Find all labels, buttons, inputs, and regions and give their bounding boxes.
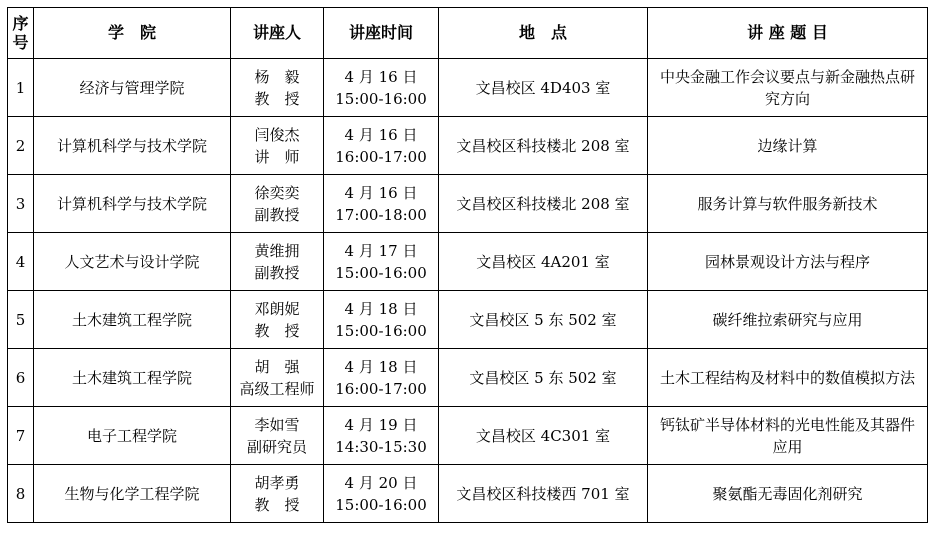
speaker-name: 徐奕奕 bbox=[254, 183, 300, 202]
row-location: 文昌校区科技楼北 208 室 bbox=[439, 175, 648, 233]
table-row bbox=[8, 117, 928, 175]
lecture-hours: 16:00-17:00 bbox=[335, 379, 427, 398]
lecture-schedule-table bbox=[7, 7, 928, 523]
table-row bbox=[8, 233, 928, 291]
row-topic: 聚氨酯无毒固化剂研究 bbox=[648, 465, 928, 523]
row-location: 文昌校区 4D403 室 bbox=[439, 59, 648, 117]
lecture-date: 4 月 19 日 bbox=[344, 415, 418, 434]
row-topic: 服务计算与软件服务新技术 bbox=[648, 175, 928, 233]
row-seq: 4 bbox=[8, 233, 34, 291]
speaker-title: 副教授 bbox=[254, 205, 300, 224]
speaker-name: 胡孝勇 bbox=[254, 473, 300, 492]
lecture-hours: 17:00-18:00 bbox=[335, 205, 427, 224]
lecture-hours: 16:00-17:00 bbox=[335, 147, 427, 166]
row-seq: 7 bbox=[8, 407, 34, 465]
row-seq: 6 bbox=[8, 349, 34, 407]
speaker-name: 邓朗妮 bbox=[254, 299, 300, 318]
lecture-date: 4 月 18 日 bbox=[344, 299, 418, 318]
row-college: 土木建筑工程学院 bbox=[34, 291, 231, 349]
speaker-title: 教 授 bbox=[254, 321, 300, 340]
header-row bbox=[8, 8, 928, 59]
row-topic: 碳纤维拉索研究与应用 bbox=[648, 291, 928, 349]
row-speaker bbox=[231, 465, 324, 523]
row-location: 文昌校区 5 东 502 室 bbox=[439, 291, 648, 349]
row-topic: 边缘计算 bbox=[648, 117, 928, 175]
row-time bbox=[324, 59, 439, 117]
lecture-date: 4 月 18 日 bbox=[344, 357, 418, 376]
row-seq: 5 bbox=[8, 291, 34, 349]
row-speaker bbox=[231, 349, 324, 407]
table-row bbox=[8, 465, 928, 523]
row-college: 计算机科学与技术学院 bbox=[34, 175, 231, 233]
row-time bbox=[324, 349, 439, 407]
row-location: 文昌校区 4A201 室 bbox=[439, 233, 648, 291]
row-seq: 2 bbox=[8, 117, 34, 175]
row-speaker bbox=[231, 59, 324, 117]
lecture-hours: 15:00-16:00 bbox=[335, 321, 427, 340]
speaker-title: 副教授 bbox=[254, 263, 300, 282]
table-row bbox=[8, 175, 928, 233]
row-speaker bbox=[231, 175, 324, 233]
row-seq: 1 bbox=[8, 59, 34, 117]
row-college: 生物与化学工程学院 bbox=[34, 465, 231, 523]
table-row bbox=[8, 291, 928, 349]
row-time bbox=[324, 407, 439, 465]
row-location: 文昌校区 4C301 室 bbox=[439, 407, 648, 465]
row-location: 文昌校区 5 东 502 室 bbox=[439, 349, 648, 407]
row-topic: 土木工程结构及材料中的数值模拟方法 bbox=[648, 349, 928, 407]
row-topic: 中央金融工作会议要点与新金融热点研究方向 bbox=[648, 59, 928, 117]
lecture-date: 4 月 16 日 bbox=[344, 183, 418, 202]
row-speaker bbox=[231, 233, 324, 291]
speaker-name: 胡 强 bbox=[254, 357, 300, 376]
header-college: 学 院 bbox=[34, 8, 231, 59]
row-time bbox=[324, 117, 439, 175]
row-location: 文昌校区科技楼北 208 室 bbox=[439, 117, 648, 175]
row-location: 文昌校区科技楼西 701 室 bbox=[439, 465, 648, 523]
speaker-title: 讲 师 bbox=[254, 147, 300, 166]
row-speaker bbox=[231, 291, 324, 349]
row-speaker bbox=[231, 117, 324, 175]
table-row bbox=[8, 407, 928, 465]
lecture-hours: 14:30-15:30 bbox=[335, 437, 427, 456]
header-location: 地 点 bbox=[439, 8, 648, 59]
lecture-date: 4 月 16 日 bbox=[344, 67, 418, 86]
row-college: 计算机科学与技术学院 bbox=[34, 117, 231, 175]
header-time: 讲座时间 bbox=[324, 8, 439, 59]
table-row bbox=[8, 59, 928, 117]
lecture-hours: 15:00-16:00 bbox=[335, 495, 427, 514]
row-college: 人文艺术与设计学院 bbox=[34, 233, 231, 291]
row-time bbox=[324, 465, 439, 523]
speaker-name: 李如雪 bbox=[254, 415, 300, 434]
lecture-date: 4 月 17 日 bbox=[344, 241, 418, 260]
row-college: 土木建筑工程学院 bbox=[34, 349, 231, 407]
lecture-date: 4 月 16 日 bbox=[344, 125, 418, 144]
speaker-title: 高级工程师 bbox=[239, 379, 315, 398]
row-college: 经济与管理学院 bbox=[34, 59, 231, 117]
header-seq: 序号 bbox=[8, 8, 34, 59]
speaker-title: 教 授 bbox=[254, 89, 300, 108]
table-row bbox=[8, 349, 928, 407]
lecture-date: 4 月 20 日 bbox=[344, 473, 418, 492]
row-topic: 园林景观设计方法与程序 bbox=[648, 233, 928, 291]
lecture-hours: 15:00-16:00 bbox=[335, 263, 427, 282]
speaker-name: 黄维拥 bbox=[254, 241, 300, 260]
speaker-name: 杨 毅 bbox=[254, 67, 300, 86]
row-time bbox=[324, 175, 439, 233]
row-topic: 钙钛矿半导体材料的光电性能及其器件应用 bbox=[648, 407, 928, 465]
header-topic: 讲 座 题 目 bbox=[648, 8, 928, 59]
lecture-hours: 15:00-16:00 bbox=[335, 89, 427, 108]
row-college: 电子工程学院 bbox=[34, 407, 231, 465]
row-time bbox=[324, 233, 439, 291]
speaker-title: 教 授 bbox=[254, 495, 300, 514]
row-seq: 3 bbox=[8, 175, 34, 233]
header-speaker: 讲座人 bbox=[231, 8, 324, 59]
speaker-title: 副研究员 bbox=[246, 437, 307, 456]
row-time bbox=[324, 291, 439, 349]
speaker-name: 闫俊杰 bbox=[254, 125, 300, 144]
row-seq: 8 bbox=[8, 465, 34, 523]
row-speaker bbox=[231, 407, 324, 465]
